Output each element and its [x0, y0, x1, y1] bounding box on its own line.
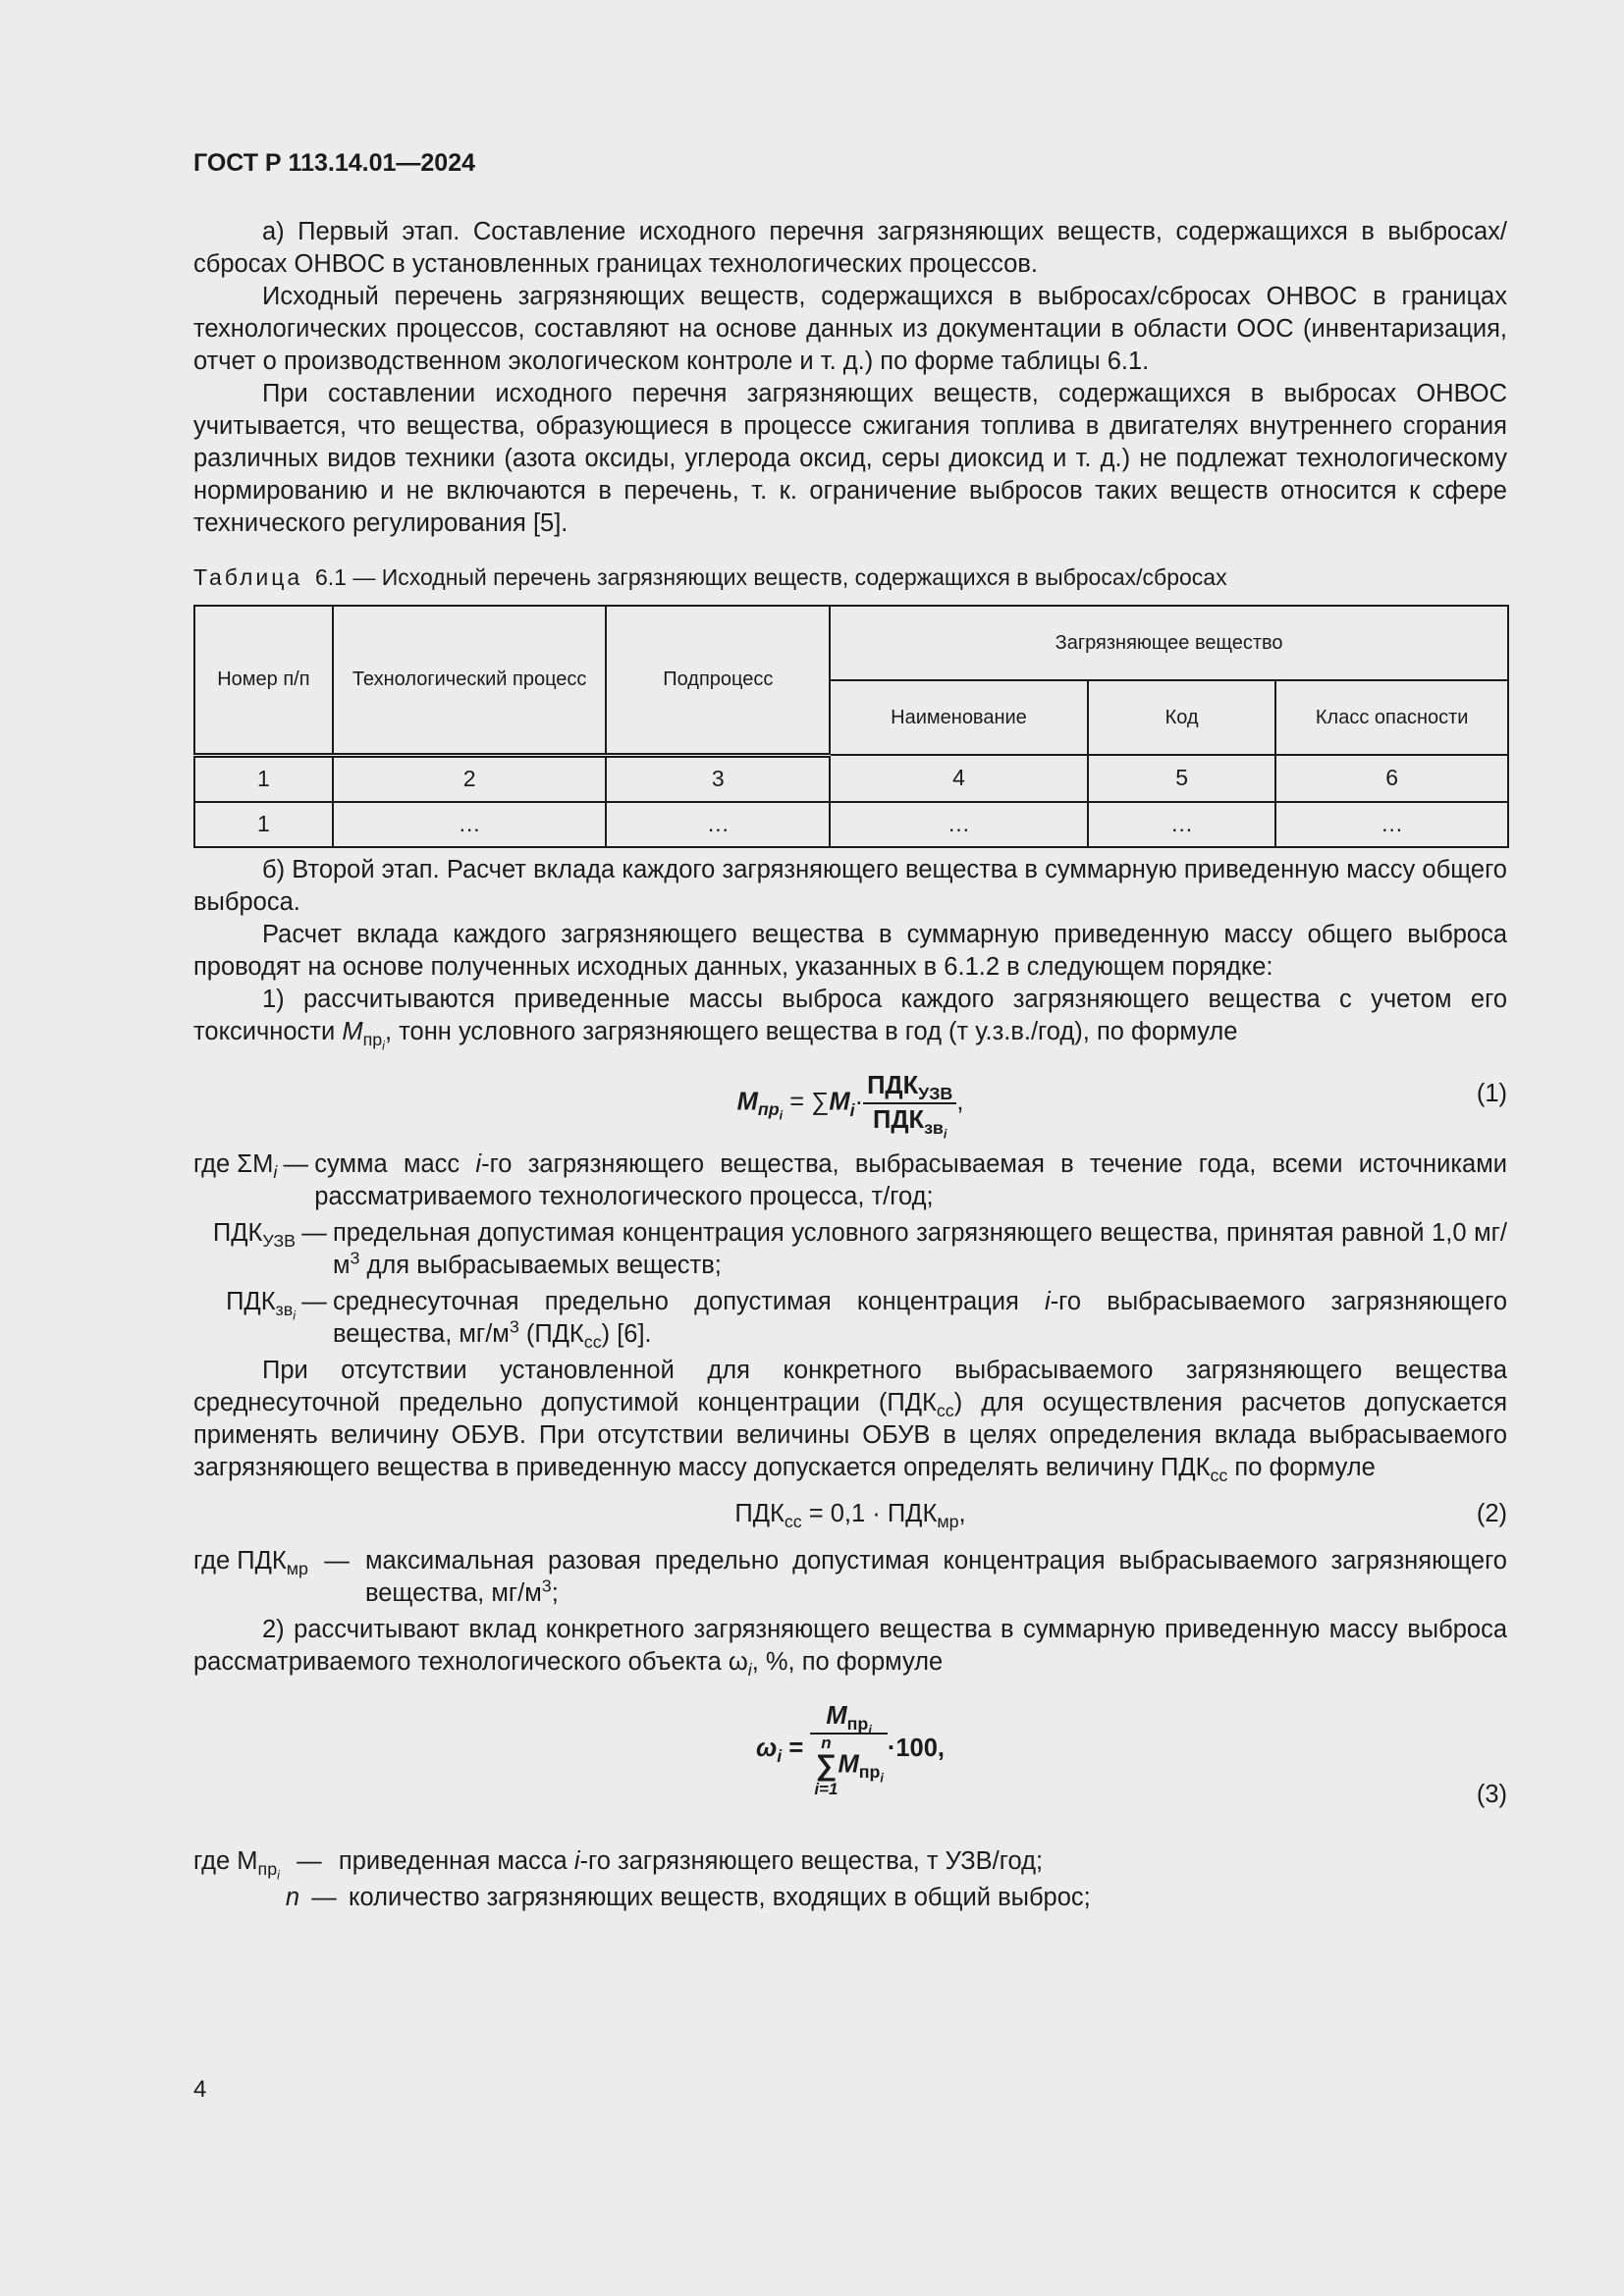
page-number: 4 [193, 2076, 207, 2103]
table-header-row [194, 606, 1508, 680]
table-cell: 4 [830, 755, 1088, 802]
definition-sum-m: где $\Sigma M_i$ — сумма масс i-го загрязняющего вещества, выбрасываемая в течение года, всеми источниками рассматриваемого технологического процесса, т/год; [193, 1149, 1508, 1210]
table-cell: 6 [1275, 755, 1508, 802]
formula-3-number: (3) [1476, 1780, 1507, 1808]
definition-pdk-mr: где $ПДК_{мр}$ — максимальная разовая предельно допустимая концентрация выбрасываемого загрязняющего вещества, $мг/м^3$; [193, 1546, 1507, 1607]
col-header-class: Класс опасности [1275, 680, 1508, 755]
table-cell: … [606, 802, 830, 847]
formula-1-expression: $M_{пр_i} = \sum M_i\cdot$ $\frac{ПДК_{УЗВ}}{ПДК_{зв_i}}$ , [736, 1071, 964, 1142]
col-header-name: Наименование [830, 680, 1088, 755]
table-cell: … [1088, 802, 1276, 847]
formula-3-expression: $\omega_i$ = $M_{пр_i}$ n ∑ $i=1M_{пр_i}$ ·100, [756, 1701, 945, 1798]
col-header-subprocess: Подпроцесс [606, 606, 830, 755]
table-cell: 1 [194, 755, 333, 802]
formula-1-number: (1) [1476, 1079, 1507, 1107]
col-header-process: Технологический процесс [333, 606, 607, 755]
table-caption-word: Таблица [193, 564, 303, 590]
formula-2 [193, 1492, 1507, 1541]
table-cell: … [333, 802, 607, 847]
table-caption-text: 6.1 — Исходный перечень загрязняющих веществ, содержащихся в выбросах/сбросах [314, 564, 1227, 590]
definition-pdk-zv: $ПДК_{зв_i}$ — среднесуточная предельно допустимая концентрация i-го выбрасываемого загрязняющего вещества, $мг/м^3$ $(ПДК_{сс})$ [6]. [226, 1287, 1507, 1352]
paragraph-step-2: 2) рассчитывают вклад конкретного загрязняющего вещества в суммарную приведенную массу выброса рассматриваемого технологического объекта $\omega_i$, %, по формуле [193, 1615, 1507, 1680]
document-header: ГОСТ Р 113.14.01—2024 [193, 149, 476, 177]
paragraph-obuv: При отсутствии установленной для конкретного выбрасываемого загрязняющего вещества среднесуточной предельно допустимой концентрации $(ПДК_{сс})$ для осуществления расчетов допускается применять величину ОБУВ. При отсутствии величины ОБУВ в целях определения вклада выбрасываемого загрязняющего вещества в приведенную массу допускается определять величину $ПДК_{сс}$ по формуле [193, 1356, 1507, 1485]
table-number-row [194, 755, 1508, 802]
table-cell: … [1275, 802, 1508, 847]
paragraph-calc-basis: Расчет вклада каждого загрязняющего вещества в суммарную приведенную массу общего выброса проводят на основе полученных исходных данных, указанных в 6.1.2 в следующем порядке: [193, 920, 1507, 981]
col-header-pollutant: Загрязняющее вещество [830, 606, 1508, 680]
paragraph-stage-1: а) Первый этап. Составление исходного перечня загрязняющих веществ, содержащихся в выбросах/сбросах ОНВОС в установленных границах технологических процессов. [193, 218, 1507, 278]
col-header-code: Код [1088, 680, 1276, 755]
formula-3-fraction: $M_{пр_i}$ n ∑ $i=1M_{пр_i}$ [810, 1700, 888, 1797]
table-cell: 1 [194, 802, 333, 847]
table-cell: 3 [606, 755, 830, 802]
table-row [194, 802, 1508, 847]
paragraph-combustion-note: При составлении исходного перечня загрязняющих веществ, содержащихся в выбросах ОНВОС учитывается, что вещества, образующиеся в процессе сжигания топлива в двигателях внутреннего сгорания различных видов техники (азота оксиды, углерода оксид, серы диоксид и т. д.) не подлежат технологическому нормированию и не включаются в перечень, т. к. ограничение выбросов таких веществ относится к сфере технического регулирования [5]. [193, 380, 1507, 537]
formula-2-expression: $ПДК_{сс} = 0,1 \cdot ПДК_{мр}$, [734, 1499, 966, 1531]
formula-1-fraction: $\frac{ПДК_{УЗВ}}{ПДК_{зв_i}}$ [863, 1070, 956, 1137]
table-cell: 5 [1088, 755, 1276, 802]
paragraph-step-1: 1) рассчитываются приведенные массы выброса каждого загрязняющего вещества с учетом его токсичности $M_{пр_i}$, тонн условного загрязняющего вещества в год (т у.з.в./год), по формуле [193, 985, 1507, 1053]
formula-3 [193, 1692, 1507, 1840]
definition-m-pr: где $M_{пр_i}$ — приведенная масса i-го загрязняющего вещества, т УЗВ/год; [193, 1846, 1044, 1883]
paragraph-stage-2: б) Второй этап. Расчет вклада каждого загрязняющего вещества в суммарную приведенную массу общего выброса. [193, 855, 1507, 916]
formula-1-definitions [193, 1148, 1507, 1351]
table-cell: 2 [333, 755, 607, 802]
table-cell: … [830, 802, 1088, 847]
formula-1 [193, 1050, 1507, 1141]
table-caption [193, 561, 1507, 594]
document-page [193, 147, 1507, 1918]
formula-2-number: (2) [1476, 1499, 1507, 1527]
col-header-number: Номер п/п [194, 606, 333, 755]
pollutant-table [193, 605, 1509, 848]
definition-n: n — количество загрязняющих веществ, входящих в общий выброс; [285, 1883, 1091, 1911]
definition-pdk-uzv: $ПДК_{УЗВ}$ — предельная допустимая концентрация условного загрязняющего вещества, принятая равной 1,0 $мг/м^3$ для выбрасываемых веществ; [212, 1218, 1507, 1279]
paragraph-initial-list: Исходный перечень загрязняющих веществ, содержащихся в выбросах/сбросах ОНВОС в границах технологических процессов, составляют на основе данных из документации в области ООС (инвентаризация, отчет о производственном экологическом контроле и т. д.) по форме таблицы 6.1. [193, 283, 1507, 375]
